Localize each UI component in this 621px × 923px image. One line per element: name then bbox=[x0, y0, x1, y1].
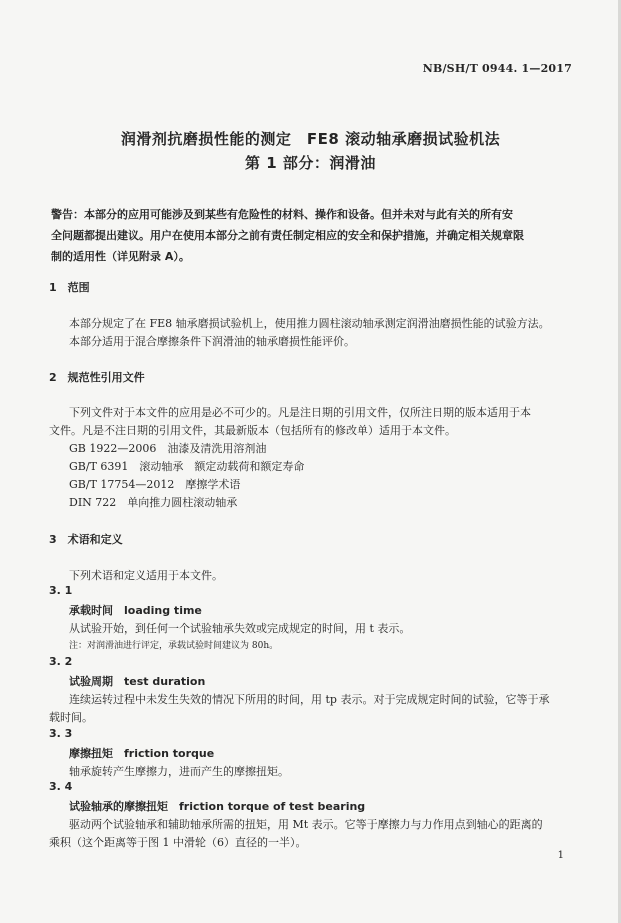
clause-number: 3. 2 bbox=[49, 655, 73, 668]
term-title: 试验周期 test duration bbox=[69, 675, 206, 688]
paragraph: 本部分规定了在 FE8 轴承磨损试验机上，使用推力圆柱滚动轴承测定润滑油磨损性能的试验方法。 bbox=[69, 317, 550, 330]
warning-line: 全问题都提出建议。用户在使用本部分之前有责任制定相应的安全和保护措施，并确定相关规章限 bbox=[51, 229, 524, 242]
document-title-line1: 润滑剂抗磨损性能的测定 FE8 滚动轴承磨损试验机法 bbox=[120, 130, 501, 148]
warning-line: 警告：本部分的应用可能涉及到某些有危险性的材料、操作和设备。但并未对与此有关的所有安 bbox=[51, 208, 513, 221]
standard-number: NB/SH/T 0944. 1—2017 bbox=[422, 62, 572, 75]
warning-block bbox=[51, 204, 575, 267]
clause-number: 3. 1 bbox=[49, 584, 73, 597]
clause-number: 3. 4 bbox=[49, 780, 73, 793]
term-title: 承载时间 loading time bbox=[69, 604, 202, 617]
page-number: 1 bbox=[557, 850, 564, 861]
clause-number: 3. 3 bbox=[49, 727, 73, 740]
section-heading-scope: 1 范围 bbox=[49, 281, 90, 294]
term-definition: 乘积（这个距离等于图 1 中滑轮（6）直径的一半）。 bbox=[49, 836, 307, 849]
section-heading-terms: 3 术语和定义 bbox=[49, 533, 123, 546]
paragraph: 文件。凡是不注日期的引用文件，其最新版本（包括所有的修改单）适用于本文件。 bbox=[49, 424, 456, 437]
term-title: 试验轴承的摩擦扭矩 friction torque of test bearing bbox=[69, 800, 366, 813]
reference-item: GB 1922—2006 油漆及清洗用溶剂油 bbox=[69, 442, 267, 455]
document-title-line2: 第 1 部分：润滑油 bbox=[245, 154, 376, 172]
term-definition: 从试验开始，到任何一个试验轴承失效或完成规定的时间，用 t 表示。 bbox=[69, 622, 411, 635]
paragraph: 下列术语和定义适用于本文件。 bbox=[69, 569, 223, 582]
term-definition: 连续运转过程中未发生失效的情况下所用的时间，用 tp 表示。对于完成规定时间的试验，它等于承 bbox=[69, 693, 550, 706]
paragraph: 下列文件对于本文件的应用是必不可少的。凡是注日期的引用文件，仅所注日期的版本适用于本 bbox=[69, 406, 531, 419]
reference-item: GB/T 6391 滚动轴承 额定动载荷和额定寿命 bbox=[69, 460, 305, 473]
reference-item: DIN 722 单向推力圆柱滚动轴承 bbox=[69, 496, 238, 509]
section-heading-normative-references: 2 规范性引用文件 bbox=[49, 371, 145, 384]
reference-item: GB/T 17754—2012 摩擦学术语 bbox=[69, 478, 241, 491]
term-title: 摩擦扭矩 friction torque bbox=[69, 747, 215, 760]
term-definition: 轴承旋转产生摩擦力，进而产生的摩擦扭矩。 bbox=[69, 765, 289, 778]
warning-line: 制的适用性（详见附录 A）。 bbox=[51, 250, 190, 263]
term-definition: 载时间。 bbox=[49, 711, 93, 724]
term-definition: 驱动两个试验轴承和辅助轴承所需的扭矩，用 Mt 表示。它等于摩擦力与力作用点到轴心的距离的 bbox=[69, 818, 543, 831]
paragraph: 本部分适用于混合摩擦条件下润滑油的轴承磨损性能评价。 bbox=[69, 335, 355, 348]
note: 注：对润滑油进行评定，承载试验时间建议为 80h。 bbox=[69, 641, 279, 651]
